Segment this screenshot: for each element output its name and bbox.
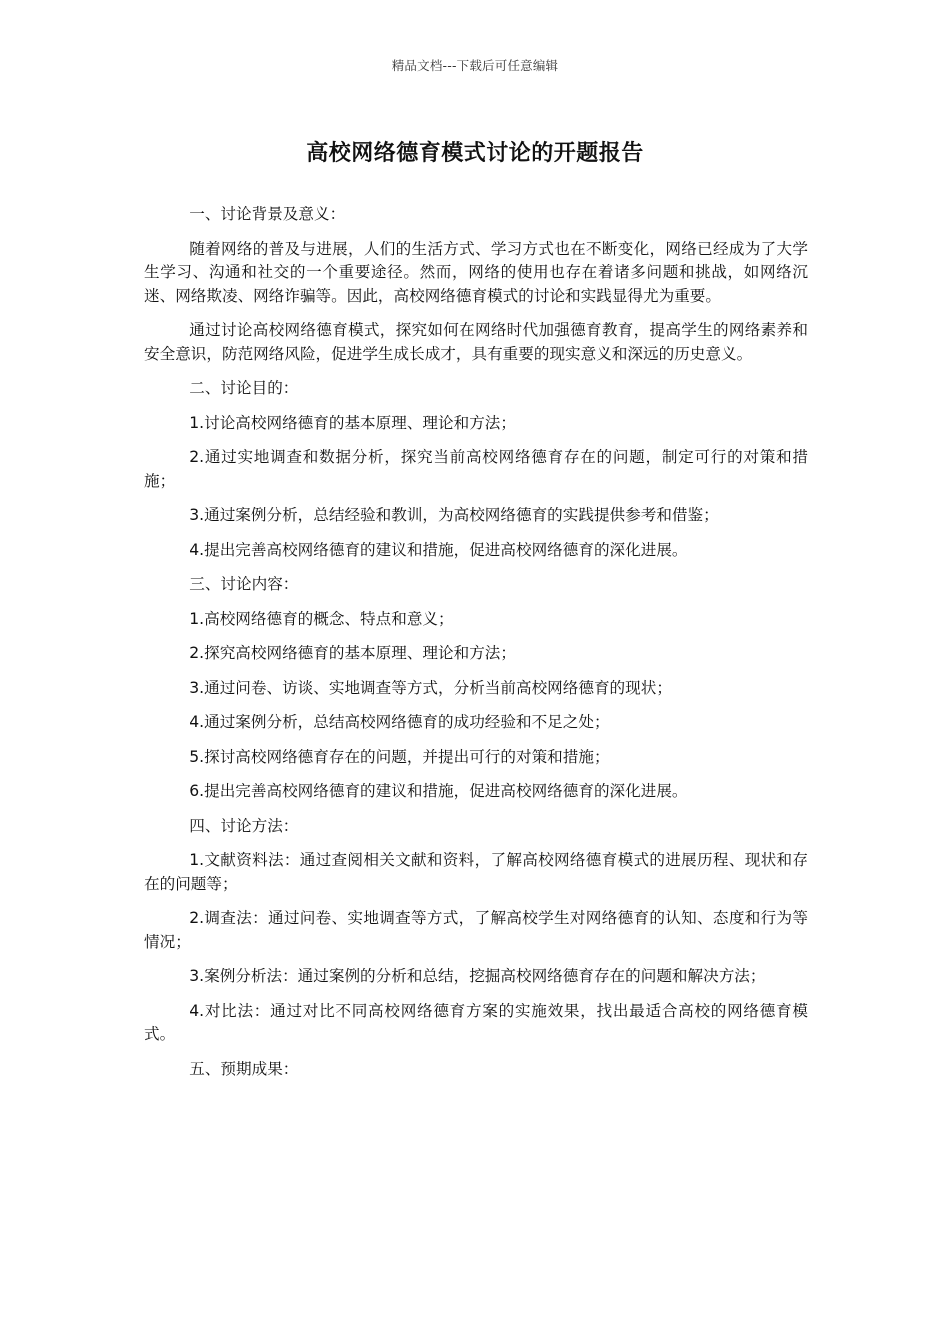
list-item: 4.通过案例分析，总结高校网络德育的成功经验和不足之处； bbox=[189, 713, 610, 731]
list-item: 6.提出完善高校网络德育的建议和措施，促进高校网络德育的深化进展。 bbox=[189, 782, 688, 800]
document-title: 高校网络德育模式讨论的开题报告 bbox=[306, 141, 644, 166]
section-heading-methods: 四、讨论方法： bbox=[189, 816, 299, 835]
page-header-note: 精品文档---下载后可任意编辑 bbox=[391, 58, 559, 73]
list-item: 3.案例分析法：通过案例的分析和总结，挖掘高校网络德育存在的问题和解决方法； bbox=[189, 967, 766, 985]
section-heading-expected-results: 五、预期成果： bbox=[189, 1059, 299, 1078]
list-item: 1.高校网络德育的概念、特点和意义； bbox=[189, 609, 454, 628]
list-item: 3.通过案例分析，总结经验和教训，为高校网络德育的实践提供参考和借鉴； bbox=[189, 506, 719, 524]
list-item: 3.通过问卷、访谈、实地调查等方式，分析当前高校网络德育的现状； bbox=[189, 678, 672, 697]
section-heading-background: 一、讨论背景及意义： bbox=[189, 205, 346, 223]
list-item: 1.文献资料法：通过查阅相关文献和资料，了解高校网络德育模式的进展历程、现状和存在的问题等； bbox=[144, 851, 808, 893]
list-item: 2.探究高校网络德育的基本原理、理论和方法； bbox=[189, 644, 516, 662]
list-item: 5.探讨高校网络德育存在的问题，并提出可行的对策和措施； bbox=[189, 747, 610, 766]
list-item: 4.对比法：通过对比不同高校网络德育方案的实施效果，找出最适合高校的网络德育模式。 bbox=[144, 1001, 808, 1043]
list-item: 2.调查法：通过问卷、实地调查等方式，了解高校学生对网络德育的认知、态度和行为等情况； bbox=[144, 909, 808, 951]
list-item: 1.讨论高校网络德育的基本原理、理论和方法； bbox=[189, 413, 516, 432]
section-heading-content: 三、讨论内容： bbox=[189, 575, 299, 593]
document-body bbox=[144, 203, 808, 1092]
section-heading-objectives: 二、讨论目的： bbox=[189, 379, 299, 397]
list-item: 4.提出完善高校网络德育的建议和措施，促进高校网络德育的深化进展。 bbox=[189, 540, 688, 559]
list-item: 2.通过实地调查和数据分析，探究当前高校网络德育存在的问题，制定可行的对策和措施； bbox=[144, 448, 808, 490]
body-paragraph: 通过讨论高校网络德育模式，探究如何在网络时代加强德育教育，提高学生的网络素养和安全意识，防范网络风险，促进学生成长成才，具有重要的现实意义和深远的历史意义。 bbox=[144, 321, 808, 363]
body-paragraph: 随着网络的普及与进展，人们的生活方式、学习方式也在不断变化，网络已经成为了大学生学习、沟通和社交的一个重要途径。然而，网络的使用也存在着诸多问题和挑战，如网络沉迷、网络欺凌、网络诈骗等。因此，高校网络德育模式的讨论和实践显得尤为重要。 bbox=[144, 239, 808, 305]
